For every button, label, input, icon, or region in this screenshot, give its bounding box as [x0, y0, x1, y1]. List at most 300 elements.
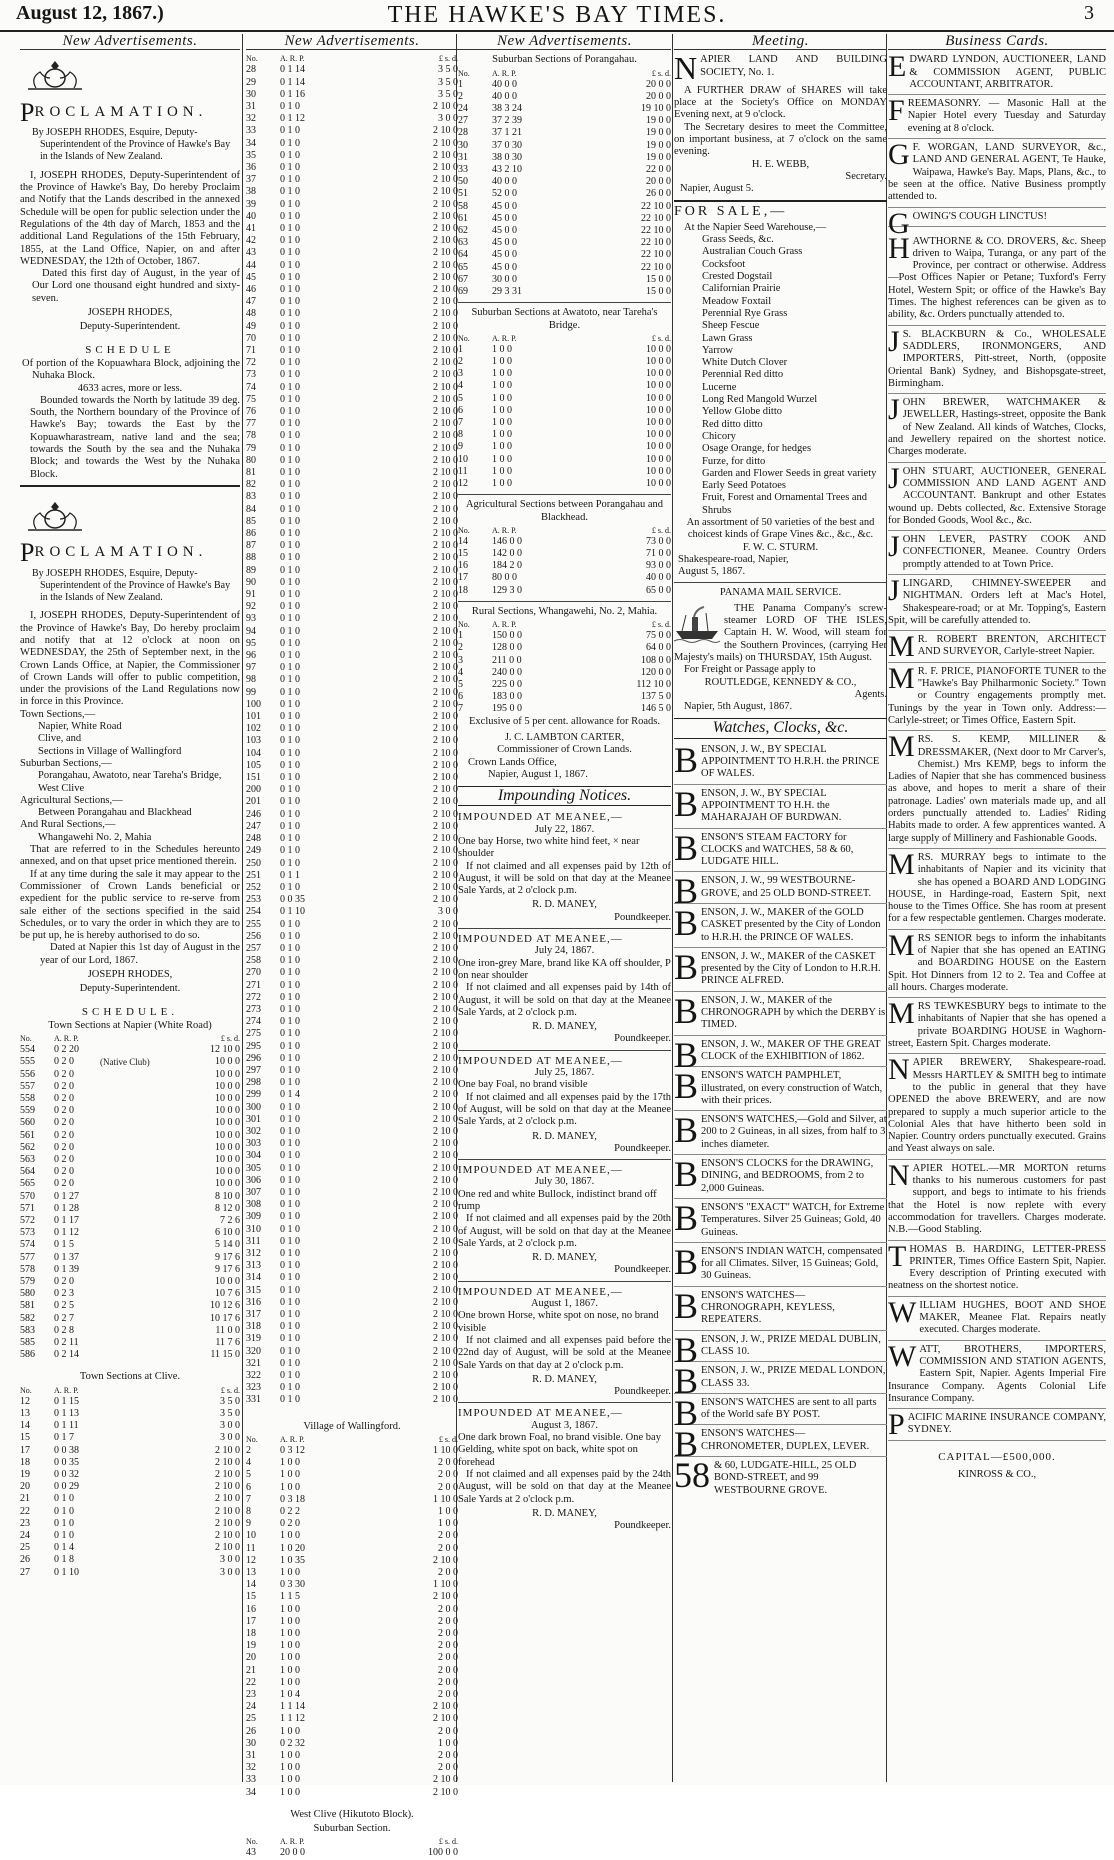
- business-card: [888, 630, 1106, 664]
- section-price: 2 10 0: [433, 247, 458, 259]
- table-row: [246, 199, 458, 211]
- table-row: [246, 1689, 458, 1701]
- section-note: [326, 662, 380, 674]
- section-area: 0 2 11: [54, 1337, 79, 1349]
- section-note: [326, 394, 380, 406]
- section-note: [326, 1616, 380, 1628]
- section-number: 20: [20, 1481, 30, 1493]
- section-price: 2 10 0: [433, 1272, 458, 1284]
- section-price: 2 10 0: [433, 650, 458, 662]
- table-row: [458, 466, 671, 478]
- section-number: 43: [246, 1847, 256, 1859]
- section-price: 2 10 0: [215, 1542, 240, 1554]
- section-price: 1 10 0: [433, 1444, 458, 1456]
- section-number: 7: [458, 417, 463, 429]
- section-price: 10 0 0: [215, 1129, 240, 1141]
- section-area: 0 1 0: [280, 747, 300, 759]
- drop-capital: N: [888, 1158, 910, 1192]
- section-number: 89: [246, 564, 256, 576]
- section-price: 22 10 0: [641, 225, 671, 237]
- section-note: [326, 1382, 380, 1394]
- section-note: [538, 368, 592, 380]
- section-number: 254: [246, 906, 261, 918]
- drop-capital: M: [888, 730, 915, 764]
- section-note: [326, 455, 380, 467]
- drop-capital: B: [674, 827, 699, 868]
- table-header-row: [458, 334, 671, 344]
- section-note: [326, 1677, 380, 1689]
- section-area: 45 0 0: [492, 225, 517, 237]
- section-number: 72: [246, 357, 256, 369]
- section-note: [326, 443, 380, 455]
- column-heading: Meeting.: [674, 34, 887, 50]
- section-note: [100, 1457, 154, 1469]
- section-price: 2 10 0: [433, 1296, 458, 1308]
- notice-body: One brown Horse, white spot on nose, no brand visible: [458, 1310, 659, 1334]
- section-area: A. R. P.: [54, 1034, 79, 1044]
- table-row: [20, 1481, 240, 1493]
- section-price: 8 10 0: [215, 1190, 240, 1202]
- section-note: [100, 1481, 154, 1493]
- section-number: 557: [20, 1080, 35, 1092]
- section-number: 305: [246, 1162, 261, 1174]
- section-area: 0 1 0: [280, 1211, 300, 1223]
- panama-heading: PANAMA MAIL SERVICE.: [719, 587, 842, 599]
- table-row: [246, 235, 458, 247]
- section-number: 67: [458, 273, 468, 285]
- section-note: [100, 1105, 154, 1117]
- business-card: [888, 393, 1106, 462]
- section-area: 0 1 16: [280, 88, 305, 100]
- section-area: 1 0 0: [280, 1481, 300, 1493]
- drop-capital: J: [888, 324, 900, 358]
- table-row: [20, 1239, 240, 1251]
- table-row: [20, 1264, 240, 1276]
- rural-sections: And Rural Sections,—: [20, 819, 116, 831]
- section-note: [326, 491, 380, 503]
- column-5: [888, 34, 1106, 1782]
- column-heading: New Advertisements.: [246, 34, 458, 50]
- section-note: [326, 1665, 380, 1677]
- section-note: [100, 1542, 154, 1554]
- section-area: 0 1 0: [280, 613, 300, 625]
- list-item: Clive, and: [38, 733, 82, 745]
- section-note: [326, 64, 380, 76]
- table-row: [246, 260, 458, 272]
- section-number: 3: [458, 368, 463, 380]
- section-area: 0 2 8: [54, 1324, 74, 1336]
- section-note: [326, 528, 380, 540]
- section-number: 311: [246, 1235, 261, 1247]
- section-note: [326, 638, 380, 650]
- poundkeeper-title: Poundkeeper.: [614, 1520, 671, 1532]
- section-price: 2 10 0: [433, 1077, 458, 1089]
- section-price: 2 0 0: [438, 1627, 458, 1639]
- table-row: [246, 1652, 458, 1664]
- table-row: [246, 125, 458, 137]
- section-area: 0 1 0: [280, 662, 300, 674]
- notice-title: IMPOUNDED AT MEANEE,—: [458, 1285, 623, 1298]
- table-row: [246, 491, 458, 503]
- drop-capital: B: [674, 946, 699, 987]
- notice-body: One iron-grey Mare, brand like KA off shoulder, P on near shoulder: [458, 957, 671, 981]
- section-area: 0 1 0: [280, 344, 300, 356]
- section-number: 578: [20, 1263, 35, 1275]
- section-area: 0 1 0: [280, 881, 300, 893]
- section-price: 2 10 0: [433, 979, 458, 991]
- drop-capital: G: [888, 206, 910, 240]
- table-row: [458, 164, 671, 176]
- section-price: 2 10 0: [433, 125, 458, 137]
- list-item: Sections in Village of Wallingford: [38, 745, 182, 757]
- section-area: 184 2 0: [492, 560, 522, 572]
- watch-ad-text: ENSON, J. W., PRIZE MEDAL DUBLIN, CLASS 10.: [701, 1333, 881, 1357]
- table-row: [246, 1260, 458, 1272]
- section-number: 22: [20, 1505, 30, 1517]
- schedule-heading: SCHEDULE.: [81, 1005, 179, 1018]
- section-price: 2 10 0: [433, 576, 458, 588]
- section-number: 20: [246, 1652, 256, 1664]
- section-area: 0 1 0: [280, 942, 300, 954]
- section-price: 2 0 0: [438, 1676, 458, 1688]
- section-price: 10 0 0: [646, 404, 671, 416]
- list-item: Between Porangahau and Blackhead: [38, 807, 192, 819]
- royal-crest-icon: [20, 58, 90, 92]
- section-note: [100, 1264, 154, 1276]
- business-card-text: RS SENIOR begs to inform the inhabitants of Napier that she has opened an EATING and BOARDING HOUSE on the Eastern Spit. Hot Dinners from 12 to 2. Tea and Coffee at all hours. Charges moderate.: [888, 932, 1106, 993]
- business-card-text: OHN LEVER, PASTRY COOK AND CONFECTIONER, Meanee. Country Orders promptly attended to at Town Price.: [902, 534, 1106, 570]
- section-area: 0 1 0: [280, 1260, 300, 1272]
- section-note: [326, 138, 380, 150]
- table-row: [246, 321, 458, 333]
- table-row: [458, 536, 671, 548]
- section-number: 104: [246, 747, 261, 759]
- section-note: [326, 345, 380, 357]
- section-note: [326, 772, 380, 784]
- section-number: 299: [246, 1089, 261, 1101]
- section-area: 0 1 0: [280, 222, 300, 234]
- section-note: [100, 1166, 154, 1178]
- watch-ad: [674, 990, 887, 1036]
- notice-date: August 1, 1867.: [530, 1298, 599, 1310]
- watch-ad-text: ENSON, J. W., BY SPECIAL APPOINTMENT TO H.R.H. the PRINCE OF WALES.: [701, 743, 880, 780]
- section-area: 150 0 0: [492, 630, 522, 642]
- poundkeeper-title: Poundkeeper.: [614, 911, 671, 923]
- section-area: 0 1 0: [280, 503, 300, 515]
- watch-ad: [674, 1241, 887, 1287]
- section-note: [326, 1469, 380, 1481]
- table-row: [20, 1117, 240, 1129]
- section-note: [100, 1044, 154, 1056]
- section-note: [100, 1130, 154, 1142]
- table-row: [246, 565, 458, 577]
- section-note: (Native Club): [100, 1057, 150, 1068]
- section-area: 20 0 0: [280, 1847, 305, 1859]
- section-price: 10 0 0: [215, 1141, 240, 1153]
- section-area: A. R. P.: [492, 620, 517, 630]
- section-note: [538, 286, 592, 298]
- watch-ad: [674, 827, 887, 873]
- section-note: [326, 1762, 380, 1774]
- proclamation-dated: Dated this first day of August, in the year of Our Lord one thousand eight hundred and sixty-seven.: [32, 268, 240, 304]
- section-price: 2 10 0: [215, 1517, 240, 1529]
- section-area: 0 1 4: [280, 1089, 300, 1101]
- section-note: [326, 748, 380, 760]
- section-note: [538, 667, 592, 679]
- reserve-text: If at any time during the sale it may appear to the Commissioner of Crown Lands beneficial or expedient for the public service to re-serve from sale either of the sections specified in the said Schedules, or to vary the order in which they are to be put up, he is hereby authorised to do so.: [20, 868, 240, 942]
- section-number: 2: [458, 90, 463, 102]
- section-price: 2 10 0: [433, 698, 458, 710]
- section-price: 2 0 0: [438, 1689, 458, 1700]
- table-row: [246, 479, 458, 491]
- notice-date: July 22, 1867.: [534, 823, 595, 835]
- watch-ad-text: ENSON, J. W., MAKER of the CASKET presented by the City of London to H.R.H. PRINCE ALFRED.: [701, 950, 881, 987]
- section-area: 0 1 0: [280, 686, 300, 698]
- table-row: [458, 630, 671, 642]
- section-number: 1: [458, 343, 463, 355]
- section-note: [326, 382, 380, 394]
- section-number: 303: [246, 1138, 261, 1150]
- section-note: [326, 809, 380, 821]
- section-price: 2 10 0: [215, 1530, 240, 1541]
- section-area: 1 0 0: [492, 343, 512, 355]
- section-note: [326, 467, 380, 479]
- section-price: 10 0 0: [215, 1080, 240, 1092]
- divider: [674, 582, 887, 583]
- section-area: 225 0 0: [492, 679, 522, 690]
- section-price: 2 10 0: [433, 967, 458, 979]
- section-price: 1 0 0: [438, 1505, 458, 1517]
- section-area: 0 1 0: [280, 320, 300, 332]
- section-note: [538, 642, 592, 654]
- section-note: [100, 1554, 154, 1566]
- section-price: 2 10 0: [433, 1052, 458, 1064]
- seed-item: Sheep Fescue: [702, 320, 760, 332]
- section-note: [326, 894, 380, 906]
- section-area: 146 0 0: [492, 535, 522, 547]
- section-number: 77: [246, 418, 256, 430]
- table-row: [246, 1053, 458, 1065]
- signer-name: JOSEPH RHODES,: [87, 969, 173, 980]
- business-card: [888, 1158, 1106, 1241]
- section-number: 201: [246, 796, 261, 808]
- section-note: [326, 54, 380, 64]
- society-notice: NAPIER LAND AND BUILDING SOCIETY, No. 1.: [674, 50, 887, 87]
- section-price: 2 10 0: [433, 1101, 458, 1113]
- section-note: [326, 223, 380, 235]
- section-note: [538, 262, 592, 274]
- schedule-bounds: Bounded towards the North by latitude 39 deg. South, the Northern boundary of the Province of Hawke's Bay; towards the East by the Kopuawharastream, native land and the sea; towards the South by the sea and the Nuhaka Block; and towards the West by the Nuhaka Block.: [30, 394, 240, 480]
- section-area: 0 1 0: [280, 210, 300, 222]
- section-area: 0 1 0: [280, 1064, 300, 1076]
- watch-ad: [674, 1197, 887, 1243]
- table-row: [246, 1738, 458, 1750]
- table-row: [458, 478, 671, 490]
- section-price: 2 10 0: [433, 1211, 458, 1223]
- business-card-text: OWING'S COUGH LINCTUS!: [912, 210, 1047, 222]
- section-price: 2 10 0: [433, 796, 458, 808]
- section-area: 0 1 0: [54, 1530, 74, 1541]
- table-row: [246, 699, 458, 711]
- newspaper-title: THE HAWKE'S BAY TIMES.: [387, 2, 727, 28]
- section-number: 270: [246, 967, 261, 979]
- section-note: [326, 1435, 380, 1445]
- section-area: 0 1 0: [280, 1272, 300, 1284]
- section-note: [538, 536, 592, 548]
- section-number: 247: [246, 820, 261, 832]
- section-note: [538, 441, 592, 453]
- drop-capital: B: [674, 1424, 699, 1465]
- section-note: [326, 687, 380, 699]
- section-area: 0 2 0: [54, 1166, 74, 1178]
- table-row: [246, 455, 458, 467]
- section-note: [538, 103, 592, 115]
- business-card-text: LINGARD, CHIMNEY-SWEEPER and NIGHTMAN. Orders left at Mac's Hotel, Shakespeare-road; or at Mr. Topping's, Eastern Spit, will be carefully attended to.: [888, 577, 1106, 626]
- west-clive-table: [246, 1837, 458, 1859]
- section-number: 42: [246, 235, 256, 247]
- table-row: [246, 589, 458, 601]
- section-note: [326, 1543, 380, 1555]
- watch-ad-text: ENSON, J. W., MAKER OF THE GREAT CLOCK of the EXHIBITION of 1862.: [701, 1038, 881, 1062]
- section-note: [326, 1518, 380, 1530]
- section-price: 2 0 0: [438, 1652, 458, 1664]
- table-row: [458, 585, 671, 597]
- table-row: [246, 1518, 458, 1530]
- table-row: [458, 213, 671, 225]
- section-number: 6: [246, 1481, 251, 1493]
- section-number: 96: [246, 650, 256, 662]
- section-price: 22 10 0: [641, 237, 671, 249]
- section-price: 2 10 0: [433, 1064, 458, 1076]
- section-note: [326, 308, 380, 320]
- section-area: 0 1 0: [280, 161, 300, 173]
- table-row: [246, 735, 458, 747]
- proclamation-dated: Dated at Napier this 1st day of August in the year of our Lord, 1867.: [40, 942, 240, 966]
- section-number: 565: [20, 1178, 35, 1190]
- business-card-text: ILLIAM HUGHES, BOOT AND SHOE MAKER, Meanee Flat. Repairs neatly executed. Charges moderate.: [919, 1299, 1106, 1336]
- section-number: 61: [458, 212, 468, 224]
- table-header-row: [20, 1034, 240, 1044]
- section-area: 1 0 0: [280, 1774, 300, 1786]
- table-row: [246, 1333, 458, 1345]
- section-note: [326, 601, 380, 613]
- business-card: [888, 530, 1106, 575]
- section-note: [326, 821, 380, 833]
- section-note: [538, 417, 592, 429]
- proclamation-body: I, JOSEPH RHODES, Deputy-Superintendent of the Province of Hawke's Bay, Do hereby proclaim and notify that at 12 o'clock at noon on WEDNESDAY, the 25th of September next, in the Crown Lands Office, at Napier, the Commissioner of Crown Lands will offer to public competition, under the provisions of the Land Regulations now in force in this Province.: [20, 610, 240, 708]
- section-note: [538, 115, 592, 127]
- section-number: 301: [246, 1113, 261, 1125]
- watch-ad: [674, 1066, 887, 1111]
- section-area: 0 1 0: [280, 1223, 300, 1235]
- section-price: 2 10 0: [433, 149, 458, 161]
- business-card: [888, 928, 1106, 998]
- table-row: [246, 1028, 458, 1040]
- section-price: 10 0 0: [215, 1154, 240, 1166]
- section-number: 581: [20, 1300, 35, 1312]
- notice-date: August 3, 1867.: [530, 1419, 599, 1431]
- drop-capital: B: [674, 1154, 699, 1195]
- section-note: [100, 1191, 154, 1203]
- section-number: 8: [246, 1505, 251, 1517]
- section-area: 1 0 0: [492, 368, 512, 380]
- table-header-row: [246, 54, 458, 64]
- drop-capital: N: [888, 1053, 910, 1087]
- table-row: [458, 441, 671, 453]
- table-row: [246, 186, 458, 198]
- section-number: 65: [458, 261, 468, 273]
- section-price: 2 10 0: [433, 1089, 458, 1101]
- section-price: 2 0 0: [438, 1750, 458, 1762]
- drop-capital: B: [674, 1329, 699, 1370]
- table-row: [246, 601, 458, 613]
- section-area: A. R. P.: [492, 333, 517, 343]
- list-item: Whangawehi No. 2, Mahia: [38, 831, 152, 843]
- section-area: 0 2 0: [54, 1080, 74, 1092]
- section-price: 64 0 0: [646, 642, 671, 654]
- section-number: 45: [246, 271, 256, 283]
- drop-capital: M: [888, 847, 915, 881]
- section-number: 43: [246, 247, 256, 259]
- section-number: 308: [246, 1199, 261, 1211]
- section-number: 44: [246, 259, 256, 271]
- section-price: 10 0 0: [215, 1166, 240, 1178]
- section-area: 0 1 0: [280, 283, 300, 295]
- table-row: [246, 1543, 458, 1555]
- watch-ad-text: ENSON'S "EXACT" WATCH, for Extreme Temperatures. Silver 25 Guineas; Gold, 40 Guineas.: [701, 1201, 885, 1238]
- section-price: 2 10 0: [433, 991, 458, 1003]
- section-price: 10 0 0: [215, 1068, 240, 1080]
- watch-ad-text: ENSON, J. W., MAKER of the CHRONOGRAPH by which the DERBY is TIMED.: [701, 994, 886, 1031]
- section-area: 1 0 0: [280, 1786, 300, 1798]
- section-area: 0 1 0: [280, 405, 300, 417]
- seed-item: Cocksfoot: [702, 258, 746, 270]
- section-number: 5: [246, 1469, 251, 1481]
- section-area: 0 2 0: [54, 1093, 74, 1104]
- section-note: [538, 548, 592, 560]
- divider: [458, 601, 671, 602]
- table-row: [458, 454, 671, 466]
- section-price: 2 10 0: [433, 235, 458, 247]
- section-area: 0 1 0: [280, 711, 300, 723]
- section-price: 2 10 0: [215, 1481, 240, 1493]
- section-price: 19 0 0: [646, 151, 671, 163]
- table-row: [246, 1370, 458, 1382]
- table-row: [246, 1041, 458, 1053]
- table-row: [246, 1750, 458, 1762]
- section-price: 1 0 0: [438, 1737, 458, 1749]
- section-area: 0 1 0: [280, 991, 300, 1003]
- section-price: 2 10 0: [433, 1248, 458, 1259]
- section-number: 51: [458, 188, 468, 200]
- table-title: Agricultural Sections between Porangahau and Blackhead.: [465, 499, 664, 523]
- section-note: [326, 479, 380, 491]
- table-row: [246, 1445, 458, 1457]
- section-price: 2 10 0: [433, 955, 458, 967]
- section-note: [326, 1346, 380, 1358]
- section-price: 26 0 0: [646, 188, 671, 200]
- section-note: [538, 91, 592, 103]
- section-area: 0 0 35: [54, 1456, 79, 1468]
- section-price: 2 10 0: [433, 369, 458, 381]
- section-area: 1 0 4: [280, 1689, 300, 1700]
- section-area: 1 0 0: [492, 453, 512, 465]
- notice-title: IMPOUNDED AT MEANEE,—: [458, 1164, 623, 1177]
- list-item: Porangahau, Awatoto, near Tareha's Bridge, West Clive: [38, 770, 222, 794]
- section-number: 1: [458, 78, 463, 90]
- table-row: [458, 572, 671, 584]
- watch-ad-text: ENSON'S WATCHES are sent to all parts of the World safe BY POST.: [701, 1396, 877, 1421]
